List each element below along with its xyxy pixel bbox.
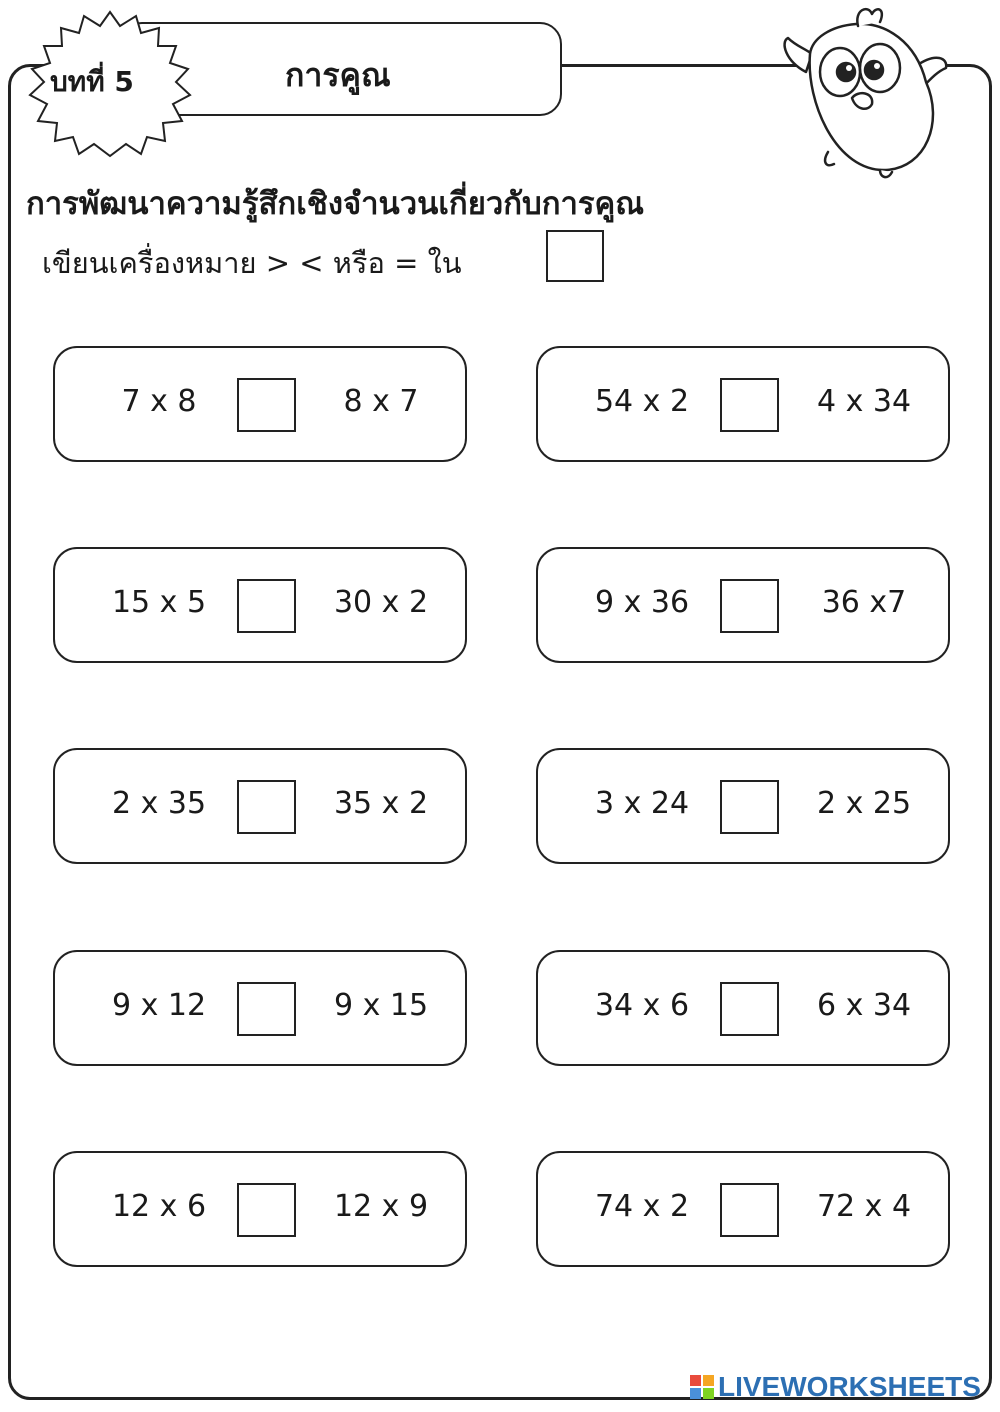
problem-card xyxy=(536,950,950,1066)
answer-box[interactable] xyxy=(720,982,779,1036)
problem-card xyxy=(53,1151,467,1267)
liveworksheets-logo[interactable] xyxy=(690,1372,981,1402)
left-expression: 9 x 36 xyxy=(594,585,690,620)
left-expression: 2 x 35 xyxy=(111,786,207,821)
right-expression: 2 x 25 xyxy=(816,786,912,821)
answer-box[interactable] xyxy=(237,378,296,432)
page-title: การคูณ xyxy=(285,56,391,94)
answer-box[interactable] xyxy=(720,1183,779,1237)
left-expression: 54 x 2 xyxy=(594,384,690,419)
left-expression: 3 x 24 xyxy=(594,786,690,821)
right-expression: 35 x 2 xyxy=(333,786,429,821)
chapter-label: บทที่ 5 xyxy=(50,65,134,98)
problem-card xyxy=(53,748,467,864)
right-expression: 12 x 9 xyxy=(333,1189,429,1224)
right-expression: 72 x 4 xyxy=(816,1189,912,1224)
problem-card xyxy=(536,547,950,663)
instruction-text: เขียนเครื่องหมาย > < หรือ = ใน xyxy=(42,246,462,280)
problem-card xyxy=(536,346,950,462)
problem-card xyxy=(53,346,467,462)
answer-box[interactable] xyxy=(237,1183,296,1237)
bird-mascot-icon xyxy=(776,2,952,182)
left-expression: 74 x 2 xyxy=(594,1189,690,1224)
problem-card xyxy=(536,1151,950,1267)
answer-box[interactable] xyxy=(237,982,296,1036)
right-expression: 9 x 15 xyxy=(333,988,429,1023)
example-answer-box xyxy=(546,230,604,282)
problem-card xyxy=(536,748,950,864)
problem-card xyxy=(53,950,467,1066)
right-expression: 36 x7 xyxy=(821,585,907,620)
right-expression: 4 x 34 xyxy=(816,384,912,419)
problem-card xyxy=(53,547,467,663)
left-expression: 9 x 12 xyxy=(111,988,207,1023)
logo-blocks-icon xyxy=(690,1375,714,1399)
logo-text: LIVEWORKSHEETS xyxy=(718,1371,981,1402)
answer-box[interactable] xyxy=(237,579,296,633)
answer-box[interactable] xyxy=(237,780,296,834)
left-expression: 34 x 6 xyxy=(594,988,690,1023)
left-expression: 12 x 6 xyxy=(111,1189,207,1224)
section-heading: การพัฒนาความรู้สึกเชิงจำนวนเกี่ยวกับการคูณ xyxy=(26,186,645,222)
answer-box[interactable] xyxy=(720,780,779,834)
right-expression: 8 x 7 xyxy=(343,384,419,419)
right-expression: 6 x 34 xyxy=(816,988,912,1023)
answer-box[interactable] xyxy=(720,579,779,633)
answer-box[interactable] xyxy=(720,378,779,432)
left-expression: 15 x 5 xyxy=(111,585,207,620)
left-expression: 7 x 8 xyxy=(121,384,197,419)
right-expression: 30 x 2 xyxy=(333,585,429,620)
